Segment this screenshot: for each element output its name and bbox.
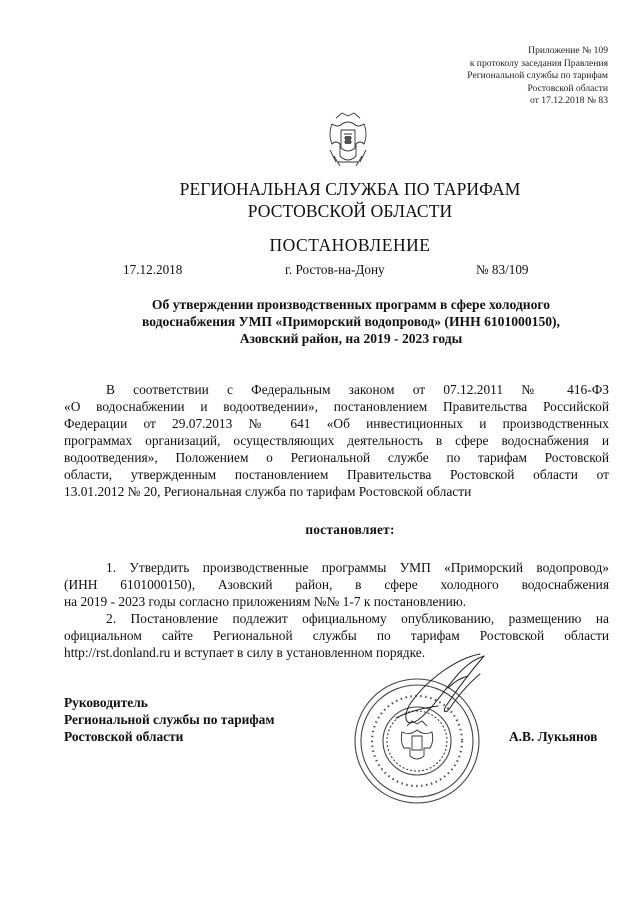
annex-line: Приложение № 109 [528,45,608,56]
document-date: 17.12.2018 [123,262,183,277]
preamble-line: «О водоснабжении и водоотведении», постановлением Правительства Российской [64,399,609,414]
item-line: http://rst.donland.ru и вступает в силу в установленном порядке. [64,645,426,660]
preamble-line: 13.01.2012 № 20, Региональная служба по тарифам Ростовской области [64,484,472,499]
org-name-line: РОСТОВСКОЙ ОБЛАСТИ [247,201,453,221]
preamble-line: области, утвержденным постановлением Правительства Ростовской области от [64,467,609,482]
preamble-line: программах организаций, осуществляющих деятельность в сфере водоснабжения и [64,433,609,448]
subject-line: Азовский район, на 2019 - 2023 годы [239,331,463,346]
item-line: 2. Постановление подлежит официальному опубликованию, размещению на [106,611,609,626]
item-line: на 2019 - 2023 годы согласно приложениям №№ 1-7 к постановлению. [64,594,467,609]
preamble-line: водоотведения», Положением о Региональной службе по тарифам Ростовской [64,450,609,465]
document-type: ПОСТАНОВЛЕНИЕ [269,235,431,255]
signer-title-line: Руководитель [64,695,148,710]
subject-line: водоснабжения УМП «Приморский водопровод» (ИНН 6101000150), [142,314,560,329]
coat-of-arms-icon [326,110,370,168]
annex-line: к протоколу заседания Правления [469,57,608,69]
resolution-item-2 [64,610,609,661]
annex-line: Ростовской области [527,82,608,94]
document-subject [86,296,616,347]
annex-note [388,45,608,108]
document-number: № 83/109 [476,262,529,277]
resolution-items [64,559,609,661]
signer-title-line: Ростовской области [64,729,184,744]
annex-line: от 17.12.2018 № 83 [530,95,608,107]
document-city: г. Ростов-на-Дону [285,262,385,277]
signer-name: А.В. Лукьянов [509,729,598,744]
preamble-paragraph [64,381,609,500]
handwritten-signature-icon [388,648,498,736]
annex-line: Региональной службы по тарифам [467,70,608,82]
subject-line: Об утверждении производственных программ в сфере холодного [151,297,551,312]
preamble-line: В соответствии с Федеральным законом от 07.12.2011 № 416-ФЗ [106,382,609,397]
resolution-item-1 [64,559,609,610]
item-line: официальном сайте Региональной службы по тарифам Ростовской области [64,628,609,643]
organization-name [60,178,640,222]
signer-title-line: Региональной службы по тарифам [64,712,275,727]
item-line: (ИНН 6101000150), Азовский район, в сфере холодного водоснабжения [64,577,609,592]
signature-block [64,694,274,745]
item-line: 1. Утвердить производственные программы УМП «Приморский водопровод» [106,560,609,575]
resolves-heading: постановляет: [305,522,395,537]
org-name-line: РЕГИОНАЛЬНАЯ СЛУЖБА ПО ТАРИФАМ [179,179,521,199]
preamble-line: Федерации от 29.07.2013 № 641 «Об инвестиционных и производственных [64,416,609,431]
